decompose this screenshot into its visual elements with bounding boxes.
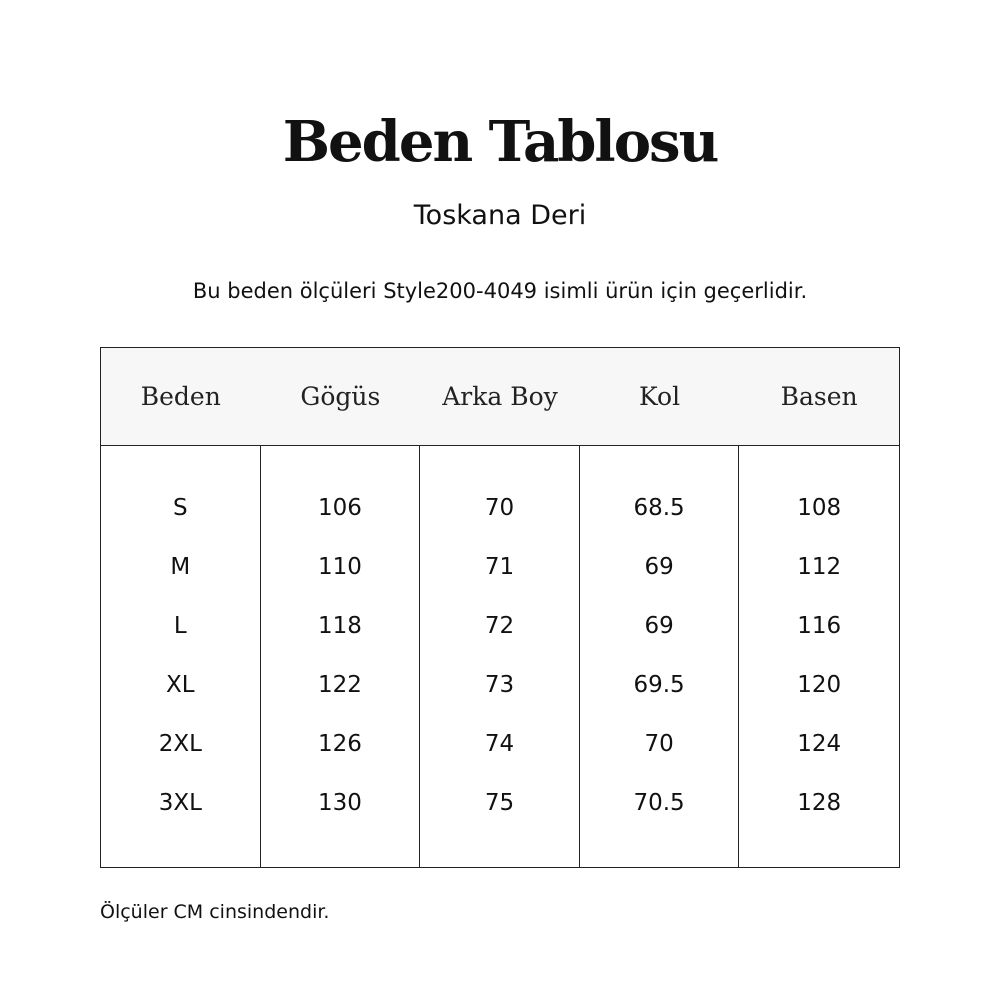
table-cell: 118 bbox=[317, 613, 362, 639]
table-cell: 126 bbox=[317, 731, 362, 757]
table-cell: 73 bbox=[484, 672, 515, 698]
table-cell: 71 bbox=[484, 554, 515, 580]
table-cell: 68.5 bbox=[633, 495, 685, 521]
header-beden: Beden bbox=[140, 382, 221, 411]
table-cell: 112 bbox=[797, 554, 842, 580]
table-cell: M bbox=[170, 554, 191, 580]
table-cell: 124 bbox=[797, 731, 842, 757]
table-cell: 69 bbox=[644, 613, 674, 639]
units-footnote: Ölçüler CM cinsindendir. bbox=[100, 901, 330, 923]
table-cell: 74 bbox=[484, 731, 515, 757]
column-gogus bbox=[261, 446, 421, 867]
table-cell: 108 bbox=[797, 495, 842, 521]
table-cell: 70 bbox=[484, 495, 515, 521]
column-arka-boy bbox=[420, 446, 580, 867]
table-cell: 72 bbox=[484, 613, 515, 639]
table-cell: 70.5 bbox=[633, 790, 685, 816]
table-cell: 110 bbox=[317, 554, 362, 580]
table-cell: 75 bbox=[484, 790, 515, 816]
table-cell: 69.5 bbox=[633, 672, 685, 698]
size-table bbox=[100, 347, 900, 868]
product-note: Bu beden ölçüleri Style200-4049 isimli ürün için geçerlidir. bbox=[192, 279, 808, 303]
table-cell: 70 bbox=[644, 731, 674, 757]
column-kol bbox=[580, 446, 740, 867]
table-cell: 120 bbox=[797, 672, 842, 698]
column-beden bbox=[101, 446, 261, 867]
table-cell: XL bbox=[166, 672, 195, 698]
table-cell: 3XL bbox=[158, 790, 202, 816]
table-cell: 122 bbox=[317, 672, 362, 698]
brand-subtitle: Toskana Deri bbox=[413, 200, 587, 231]
table-cell: 128 bbox=[797, 790, 842, 816]
table-body bbox=[101, 446, 899, 867]
table-cell: L bbox=[173, 613, 187, 639]
page-title: Beden Tablosu bbox=[282, 109, 718, 175]
header-arka-boy: Arka Boy bbox=[442, 382, 558, 411]
table-cell: S bbox=[172, 495, 188, 521]
table-cell: 116 bbox=[797, 613, 842, 639]
header-basen: Basen bbox=[780, 382, 858, 411]
table-cell: 2XL bbox=[158, 731, 202, 757]
table-header-row bbox=[101, 348, 899, 446]
column-basen bbox=[739, 446, 899, 867]
table-cell: 106 bbox=[317, 495, 362, 521]
header-kol: Kol bbox=[639, 382, 681, 411]
header-gogus: Gögüs bbox=[300, 382, 381, 411]
table-cell: 130 bbox=[317, 790, 362, 816]
table-cell: 69 bbox=[644, 554, 674, 580]
